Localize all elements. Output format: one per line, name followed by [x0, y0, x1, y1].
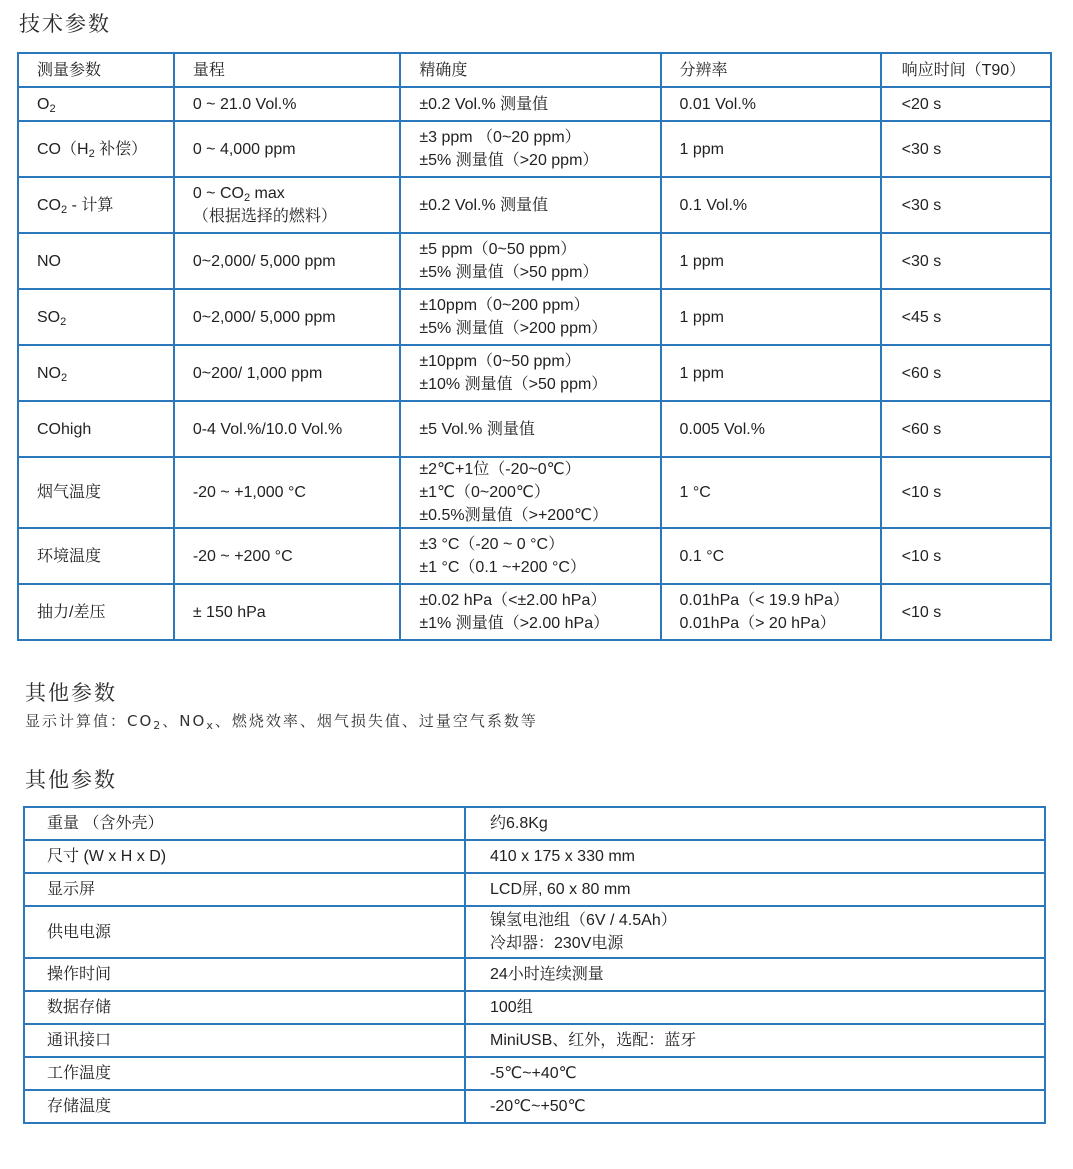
table-row [24, 807, 1045, 840]
param-key: 操作时间 [24, 958, 465, 991]
param-cell [18, 121, 174, 177]
value-line: 24小时连续测量 [490, 966, 604, 983]
resolution-cell [661, 233, 881, 289]
range-cell [174, 528, 401, 584]
resolution-cell [661, 177, 881, 233]
range-cell [174, 87, 401, 121]
section-title-other-2: 其他参数 [25, 768, 117, 792]
accuracy-line: ±10% 测量值（>50 ppm） [419, 376, 608, 393]
value-line: MiniUSB、红外，选配：蓝牙 [490, 1032, 697, 1049]
response-cell: <20 s [881, 87, 1051, 121]
accuracy-cell [400, 121, 660, 177]
range-value: 0~2,000/ 5,000 ppm [192, 308, 336, 326]
accuracy-cell [400, 233, 660, 289]
range-line [193, 250, 400, 273]
accuracy-line: ±5 Vol.% 测量值 [419, 420, 535, 438]
range-value: 0-4 Vol.%/10.0 Vol.% [192, 420, 343, 438]
accuracy-line: ±1% 测量值（>2.00 hPa） [419, 615, 610, 632]
param-key: 重量 （含外壳） [24, 807, 465, 840]
table-header-row [18, 53, 1051, 87]
param-name: 烟气温度 [37, 484, 102, 501]
table-row [18, 121, 1051, 177]
param-subscript: 2 [61, 203, 68, 216]
range-value: 0 ~ 21.0 Vol.% [192, 95, 297, 113]
accuracy-line: ±3 ppm （0~20 ppm） [419, 129, 581, 146]
param-value [465, 906, 1045, 958]
range-line [193, 481, 400, 504]
param-subscript: 2 [61, 371, 68, 384]
param-key: 存储温度 [24, 1090, 465, 1123]
table-row [18, 87, 1051, 121]
accuracy-line: ±5% 测量值（>200 ppm） [419, 320, 608, 337]
accuracy-line: ±10ppm（0~50 ppm） [419, 353, 581, 370]
column-header: 精确度 [400, 53, 660, 87]
response-cell: <10 s [881, 528, 1051, 584]
table-row [18, 233, 1051, 289]
range-note: （根据选择的燃料） [192, 208, 337, 225]
accuracy-line: ±3 °C（-20 ~ 0 °C） [419, 536, 565, 553]
range-value: -20 ~ +1,000 °C [192, 484, 306, 501]
param-value [465, 1090, 1045, 1123]
accuracy-line: ±0.02 hPa（<±2.00 hPa） [419, 592, 607, 609]
table-row [24, 958, 1045, 991]
accuracy-cell [400, 289, 660, 345]
table-row [24, 1090, 1045, 1123]
table-row [24, 906, 1045, 958]
param-name: O [37, 95, 50, 113]
resolution-line: 0.01hPa（> 20 hPa） [679, 615, 836, 632]
range-value: 0 ~ CO [192, 185, 244, 202]
table-row [24, 840, 1045, 873]
column-header: 测量参数 [18, 53, 174, 87]
column-header: 响应时间（T90） [881, 53, 1051, 87]
range-value: 0~2,000/ 5,000 ppm [192, 252, 336, 270]
param-subscript: 2 [60, 315, 67, 328]
accuracy-line: ±2℃+1位（-20~0℃） [419, 461, 581, 478]
calculated-values-text: 显示计算值：$CO_2$、$NO_x$、燃烧效率、烟气损失值、过量空气系数等 [25, 712, 538, 732]
param-cell [18, 401, 174, 457]
accuracy-line: ±0.2 Vol.% 测量值 [419, 196, 549, 214]
range-cell [174, 177, 401, 233]
accuracy-cell [400, 87, 660, 121]
param-value [465, 1024, 1045, 1057]
param-cell [18, 584, 174, 640]
param-name: CO [37, 196, 61, 214]
range-cell [174, 121, 401, 177]
value-line: 约6.8Kg [490, 815, 548, 832]
value-line: LCD屏, 60 x 80 mm [490, 881, 631, 898]
accuracy-line: ±5% 测量值（>20 ppm） [419, 152, 599, 169]
resolution-cell [661, 121, 881, 177]
resolution-line: 1 ppm [679, 252, 724, 270]
column-header: 量程 [174, 53, 401, 87]
param-cell [18, 528, 174, 584]
resolution-line: 0.1 °C [679, 547, 725, 565]
resolution-cell [661, 345, 881, 401]
param-key: 数据存储 [24, 991, 465, 1024]
accuracy-cell [400, 457, 660, 528]
param-value [465, 958, 1045, 991]
table-row [18, 457, 1051, 528]
resolution-cell [661, 584, 881, 640]
range-cell [174, 584, 401, 640]
response-cell: <30 s [881, 177, 1051, 233]
resolution-line: 1 ppm [679, 140, 724, 158]
response-cell: <10 s [881, 584, 1051, 640]
range-line [193, 93, 400, 116]
param-value [465, 840, 1045, 873]
param-value [465, 991, 1045, 1024]
param-key: 尺寸 (W x H x D) [24, 840, 465, 873]
range-cell [174, 345, 401, 401]
value-line: 镍氢电池组（6V / 4.5Ah） [490, 912, 677, 929]
accuracy-cell [400, 345, 660, 401]
range-line [193, 601, 400, 624]
param-name: 环境温度 [37, 547, 102, 565]
accuracy-line: ±0.5%测量值（>+200℃） [419, 507, 608, 524]
accuracy-cell [400, 177, 660, 233]
param-key: 通讯接口 [24, 1024, 465, 1057]
response-cell: <45 s [881, 289, 1051, 345]
column-header: 分辨率 [661, 53, 881, 87]
resolution-cell [661, 289, 881, 345]
range-value: -20 ~ +200 °C [192, 547, 293, 565]
response-cell: <60 s [881, 345, 1051, 401]
param-cell [18, 457, 174, 528]
range-suffix: max [250, 185, 285, 202]
table-row [18, 528, 1051, 584]
range-line [193, 545, 400, 568]
value-line: -5℃~+40℃ [490, 1065, 577, 1082]
param-key: 工作温度 [24, 1057, 465, 1090]
resolution-line: 1 ppm [679, 364, 724, 382]
section-title-other-1: 其他参数 [25, 681, 117, 705]
param-name: SO [37, 308, 61, 326]
table-row [24, 873, 1045, 906]
table-row [18, 345, 1051, 401]
resolution-line: 1 ppm [679, 308, 724, 326]
range-value: ± 150 hPa [192, 603, 266, 621]
param-cell [18, 289, 174, 345]
param-name: COhigh [37, 420, 92, 438]
section-title-specs: 技术参数 [19, 12, 111, 36]
resolution-line: 0.005 Vol.% [679, 420, 765, 438]
value-line: 410 x 175 x 330 mm [490, 848, 635, 865]
range-cell [174, 401, 401, 457]
param-value [465, 873, 1045, 906]
range-line [193, 138, 400, 161]
accuracy-line: ±5 ppm（0~50 ppm） [419, 241, 577, 258]
accuracy-cell [400, 528, 660, 584]
param-name: NO [37, 252, 61, 270]
range-cell [174, 457, 401, 528]
range-line [193, 418, 400, 441]
param-suffix: 补偿） [94, 140, 148, 158]
accuracy-line: ±10ppm（0~200 ppm） [419, 297, 590, 314]
param-key: 供电电源 [24, 906, 465, 958]
param-cell [18, 345, 174, 401]
range-line [193, 362, 400, 385]
resolution-cell [661, 401, 881, 457]
table-row [24, 1057, 1045, 1090]
response-cell: <60 s [881, 401, 1051, 457]
param-value [465, 1057, 1045, 1090]
value-line: 冷却器：230V电源 [490, 935, 624, 952]
response-cell: <10 s [881, 457, 1051, 528]
value-line: 100组 [490, 999, 533, 1016]
accuracy-line: ±1 °C（0.1 ~+200 °C） [419, 559, 586, 576]
range-subscript: 2 [243, 192, 251, 204]
range-cell [174, 233, 401, 289]
resolution-line: 0.1 Vol.% [679, 196, 748, 214]
resolution-line: 0.01hPa（< 19.9 hPa） [679, 592, 849, 609]
resolution-line: 0.01 Vol.% [679, 95, 757, 113]
param-name: CO（H [37, 140, 89, 158]
other-params-table [23, 806, 1046, 1124]
response-cell: <30 s [881, 233, 1051, 289]
table-row [18, 177, 1051, 233]
specs-table [17, 52, 1052, 641]
param-suffix: - 计算 [67, 196, 114, 214]
param-cell [18, 87, 174, 121]
response-cell: <30 s [881, 121, 1051, 177]
table-row [18, 584, 1051, 640]
param-subscript: 2 [88, 147, 95, 160]
accuracy-cell [400, 401, 660, 457]
param-key: 显示屏 [24, 873, 465, 906]
table-row [18, 289, 1051, 345]
value-line: -20℃~+50℃ [490, 1098, 586, 1115]
accuracy-cell [400, 584, 660, 640]
resolution-cell [661, 87, 881, 121]
table-row [24, 991, 1045, 1024]
accuracy-line: ±5% 测量值（>50 ppm） [419, 264, 599, 281]
range-line [193, 182, 400, 205]
table-row [18, 401, 1051, 457]
resolution-cell [661, 457, 881, 528]
param-name: NO [37, 364, 61, 382]
range-value: 0~200/ 1,000 ppm [192, 364, 323, 382]
param-name: 抽力/差压 [37, 603, 106, 621]
accuracy-line: ±0.2 Vol.% 测量值 [419, 95, 549, 113]
resolution-cell [661, 528, 881, 584]
param-cell [18, 177, 174, 233]
range-value: 0 ~ 4,000 ppm [192, 140, 296, 158]
range-line [193, 306, 400, 329]
table-row [24, 1024, 1045, 1057]
param-subscript: 2 [49, 102, 56, 115]
resolution-line: 1 °C [679, 484, 711, 501]
param-cell [18, 233, 174, 289]
range-cell [174, 289, 401, 345]
accuracy-line: ±1℃（0~200℃） [419, 484, 550, 501]
param-value [465, 807, 1045, 840]
